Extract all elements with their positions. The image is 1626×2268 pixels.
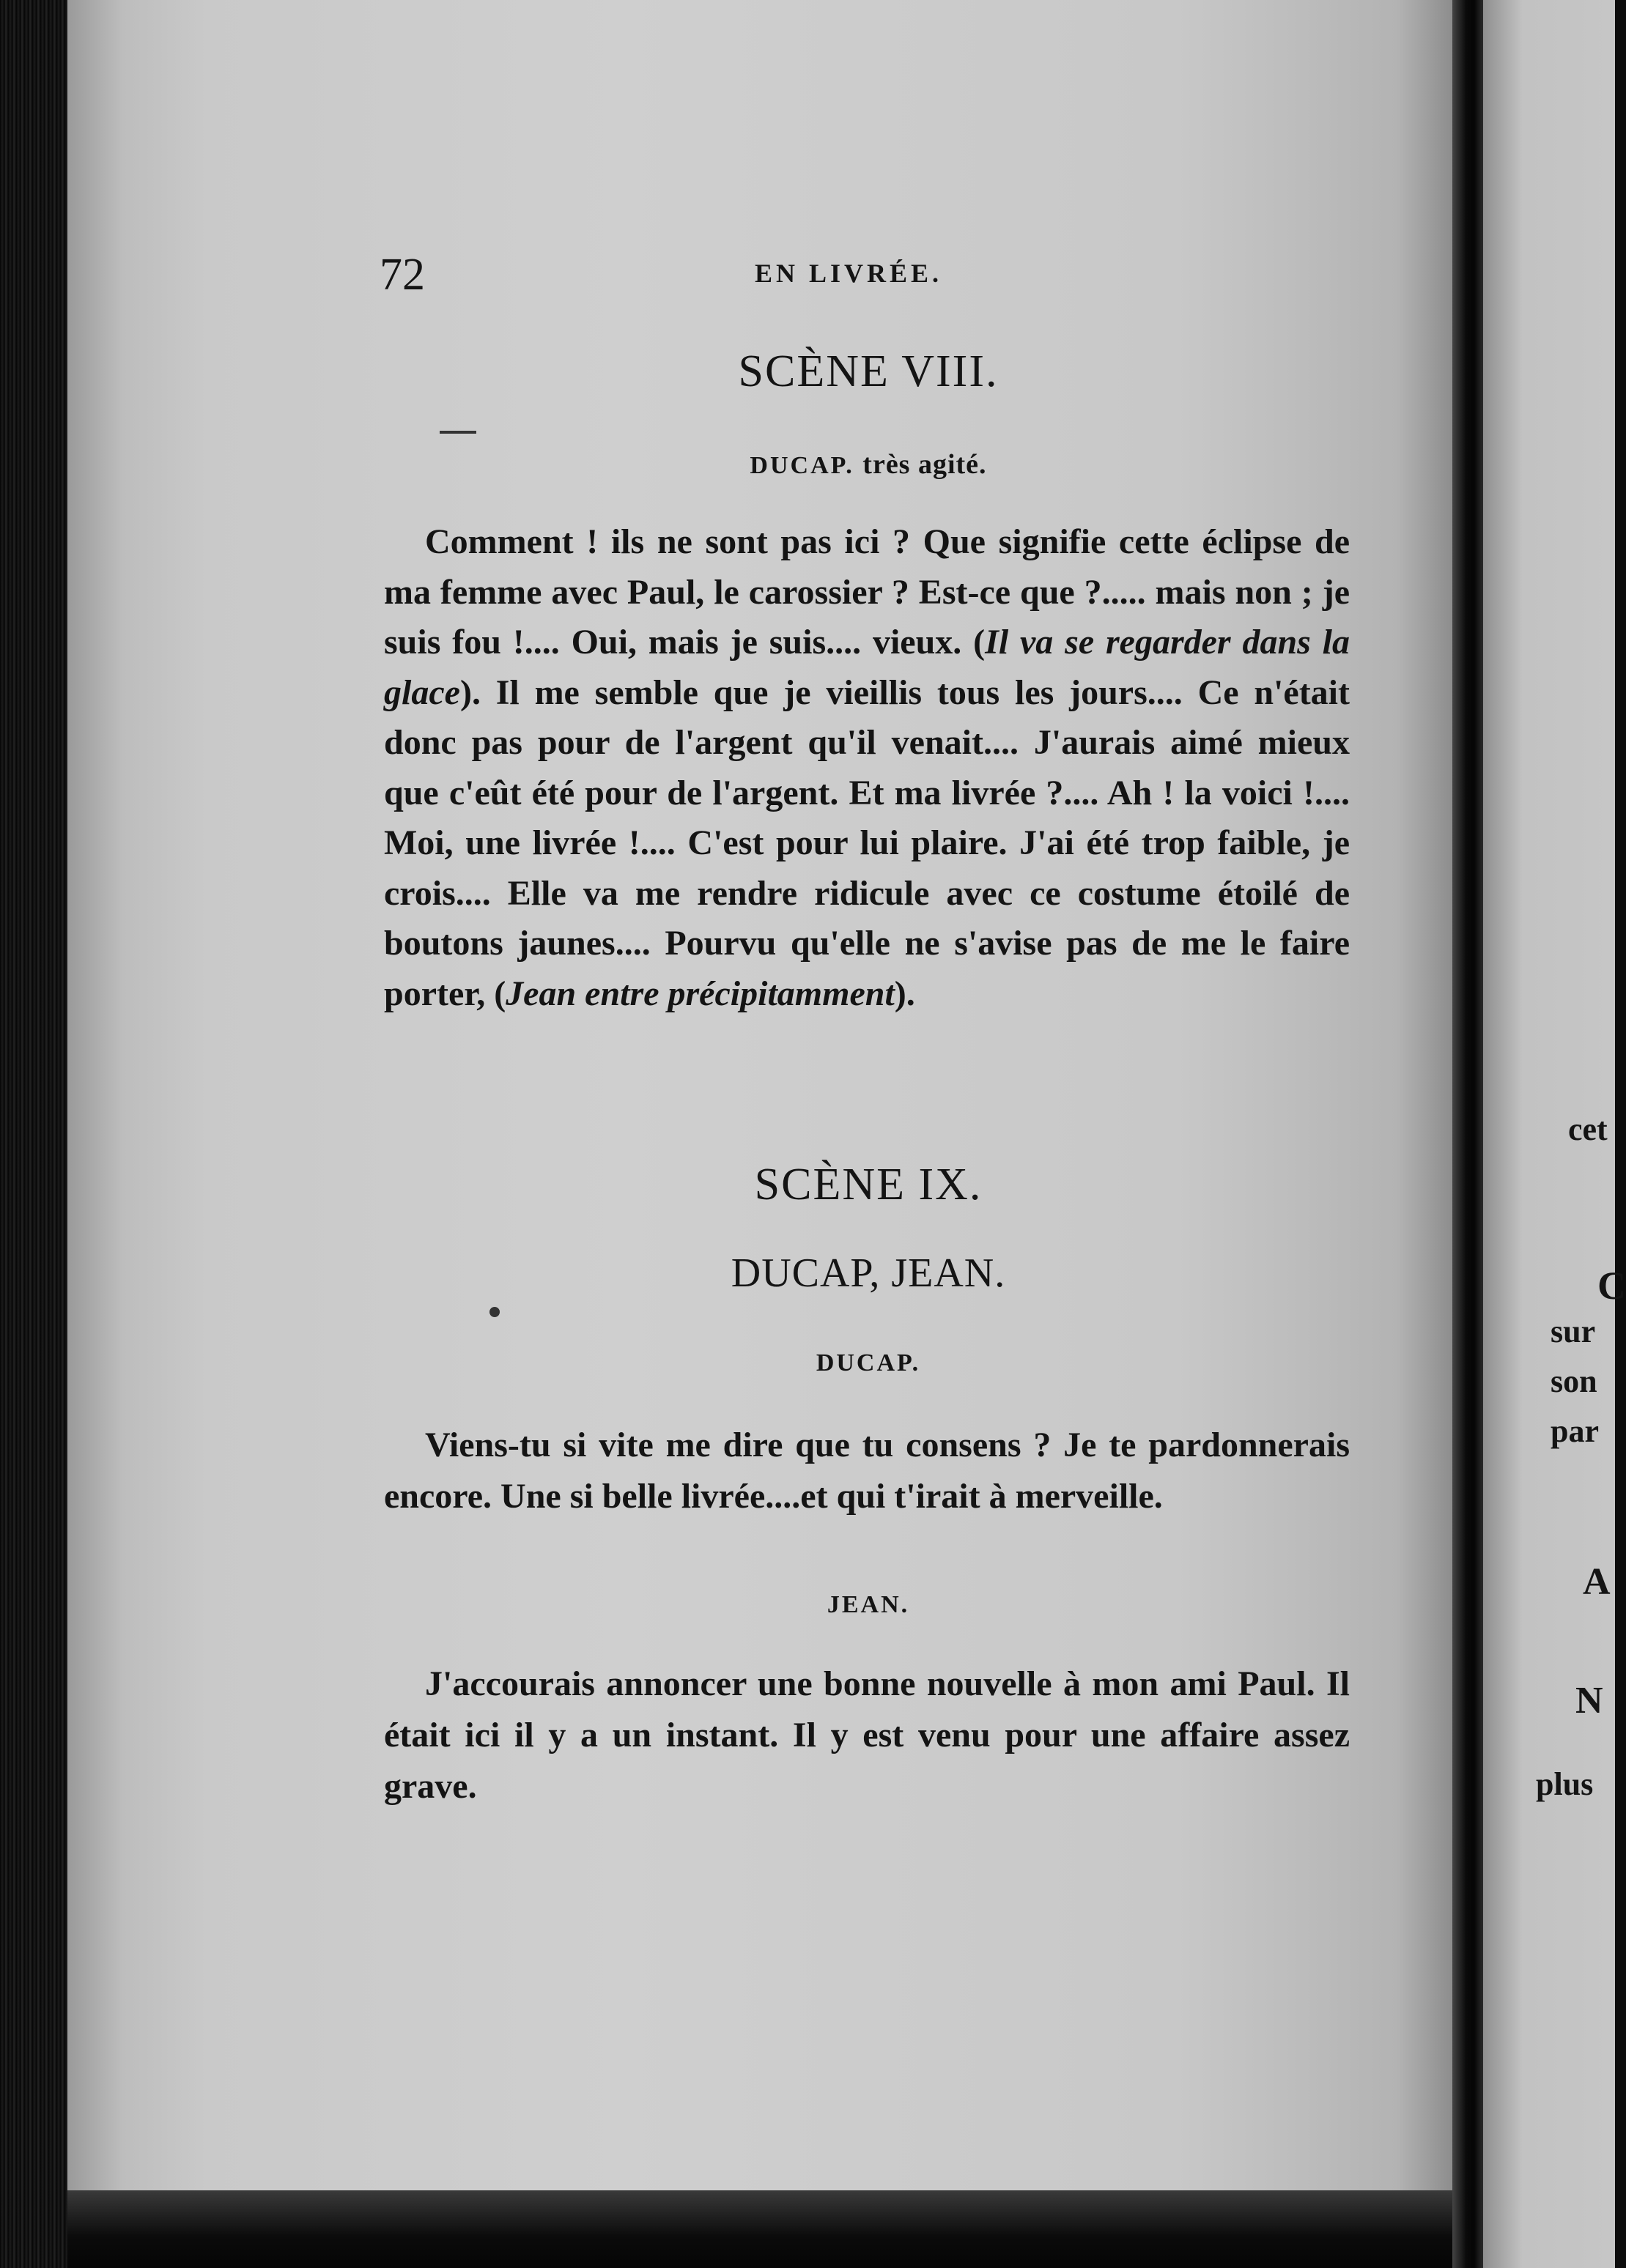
stage-direction-1: Il va se regarder dans la glace [384,623,1350,712]
next-page-fragment: C [1597,1264,1626,1308]
scene-9-speaker-ducap: DUCAP. [816,1349,921,1376]
page-bottom-shadow [67,2190,1452,2268]
next-page-fragment: son [1551,1363,1597,1399]
scene-8-speaker: DUCAP. [750,452,854,479]
next-page-fragment: sur [1551,1313,1596,1349]
scene-9-speaker-jean: JEAN. [827,1591,910,1618]
scene-9-ducap-line: Viens-tu si vite me dire que tu consens ? Je te pardonnerais encore. Une si belle livrée....et qui t'irait à merveille. [384,1426,1350,1516]
scene-9-jean-line: J'accourais annoncer une bonne nouvelle à mon ami Paul. Il était ici il y a un instant. Il y est venu pour une affaire assez grave. [384,1664,1350,1806]
next-page-fragment: A [1583,1561,1611,1603]
scene-8-title: SCÈNE VIII. [738,346,999,396]
book-spine-edge [0,0,67,2268]
running-head: EN LIVRÉE. [755,259,943,288]
scene-8-monologue: Comment ! ils ne sont pas ici ? Que signifie cette éclipse de ma femme avec Paul, le carossier ? Est-ce que ?..... mais non ; je suis fou !.... Oui, mais je suis.... vieux. (Il va se regarder dans la glace). Il me semble que je vieillis tous les jours.... Ce n'était donc pas pour de l'argent qu'il venait.... J'aurais aimé mieux que c'eût été pour de l'argent. Et ma livrée ?.... Ah ! la voici !.... Moi, une livrée !.... C'est pour lui plaire. J'ai été trop faible, je crois.... Elle va me rendre ridicule avec ce costume étoilé de boutons jaunes.... Pourvu qu'elle ne s'avise pas de me le faire porter, (Jean entre précipitamment). [384,522,1350,1013]
scene-9-title: SCÈNE IX. [754,1160,983,1209]
book-page [67,0,1452,2198]
next-page-fragment: plus [1536,1766,1594,1802]
next-page-fragment: par [1551,1413,1599,1449]
scan-dot [489,1307,500,1317]
stage-direction-2: Jean entre précipitamment [506,974,895,1013]
scan-mark [440,431,476,434]
next-page-fragment: N [1575,1680,1603,1722]
monologue-part-2: Il me semble que je vieillis tous les jours.... Ce n'était donc pas pour de l'argent qu'il venait.... J'aurais aimé mieux que c'eût été pour de l'argent. Et ma livrée ?.... Ah ! la voici !.... Moi, une livrée !.... C'est pour lui plaire. J'ai été trop faible, je crois.... Elle va me rendre ridicule avec ce costume étoilé de boutons jaunes.... Pourvu qu'elle ne s'avise pas de me le faire porter, [384,672,1350,1013]
scene-8-speaker-line [381,448,1356,481]
monologue-part-1: Comment ! ils ne sont pas ici ? Que signifie cette éclipse de ma femme avec Paul, le carossier ? Est-ce que ?..... mais non ; je suis fou !.... Oui, mais je suis.... vieux. [384,522,1350,662]
book-gutter [1452,0,1483,2268]
scene-8-direction: très agité. [862,449,987,480]
scene-9-cast: DUCAP, JEAN. [731,1250,1006,1296]
page-number: 72 [380,250,425,300]
next-page-fragment: cet [1568,1111,1608,1147]
